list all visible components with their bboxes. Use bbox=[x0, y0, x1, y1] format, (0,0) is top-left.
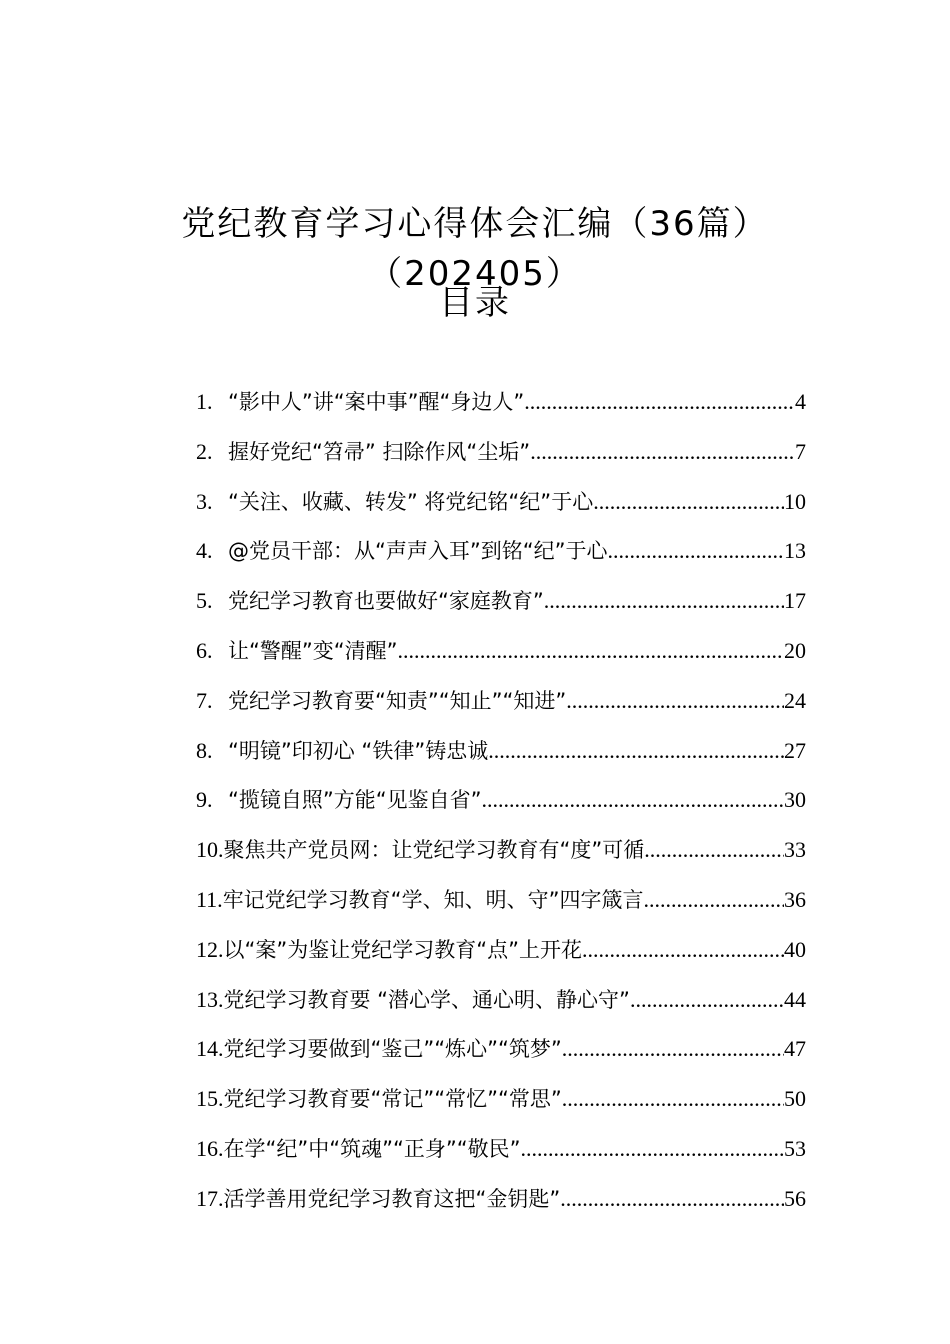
toc-entry-number: 3. bbox=[196, 488, 213, 514]
toc-entry-title[interactable]: 握好党纪“笤帚” 扫除作风“尘垢” bbox=[228, 439, 531, 464]
toc-entry[interactable] bbox=[196, 875, 806, 925]
toc-entry-page-number: 10 bbox=[784, 488, 806, 514]
toc-entry-page-number: 24 bbox=[784, 687, 806, 713]
toc-entry[interactable] bbox=[196, 377, 806, 427]
toc-entry-title[interactable]: 牢记党纪学习教育“学、知、明、守”四字箴言 bbox=[222, 887, 644, 912]
toc-entry-page-number: 20 bbox=[784, 637, 806, 663]
toc-entry[interactable] bbox=[196, 526, 806, 576]
toc-dot-leader bbox=[562, 1074, 784, 1124]
toc-entry-title[interactable]: @党员干部：从“声声入耳”到铭“纪”于心 bbox=[228, 539, 608, 564]
toc-entry-number: 4. bbox=[196, 538, 213, 564]
toc-entry-title[interactable]: 党纪学习教育要“知责”“知止”“知进” bbox=[228, 688, 567, 713]
toc-dot-leader bbox=[566, 676, 784, 726]
toc-entry-page-number: 17 bbox=[784, 588, 806, 614]
toc-entry-number: 5. bbox=[196, 588, 213, 614]
toc-dot-leader bbox=[398, 626, 784, 676]
toc-entry-title[interactable]: “揽镜自照”方能“见鉴自省” bbox=[228, 788, 482, 813]
toc-entry-page-number: 36 bbox=[784, 886, 806, 912]
toc-dot-leader bbox=[560, 1174, 784, 1224]
toc-entry[interactable] bbox=[196, 1124, 806, 1174]
toc-entry-title[interactable]: 党纪学习教育也要做好“家庭教育” bbox=[228, 589, 544, 614]
toc-entry[interactable] bbox=[196, 1174, 806, 1224]
toc-entry-page-number: 30 bbox=[784, 787, 806, 813]
toc-entry[interactable] bbox=[196, 676, 806, 726]
toc-entry-title[interactable]: 让“警醒”变“清醒” bbox=[228, 638, 398, 663]
toc-entry[interactable] bbox=[196, 626, 806, 676]
toc-entry-title[interactable]: 在学“纪”中“筑魂”“正身”“敬民” bbox=[223, 1136, 521, 1161]
toc-entry-page-number: 50 bbox=[784, 1086, 806, 1112]
toc-dot-leader bbox=[582, 925, 784, 975]
toc-entry-title[interactable]: 党纪学习要做到“鉴己”“炼心”“筑梦” bbox=[223, 1037, 562, 1062]
toc-dot-leader bbox=[643, 875, 784, 925]
toc-entry-number: 17. bbox=[196, 1185, 224, 1211]
toc-dot-leader bbox=[608, 526, 784, 576]
toc-entry-page-number: 27 bbox=[784, 737, 806, 763]
toc-entry[interactable] bbox=[196, 1024, 806, 1074]
toc-entry[interactable] bbox=[196, 975, 806, 1025]
toc-dot-leader bbox=[562, 1024, 784, 1074]
toc-entry-title[interactable]: 党纪学习教育要 “潜心学、通心明、静心守” bbox=[223, 987, 630, 1012]
toc-entry-number: 7. bbox=[196, 687, 213, 713]
toc-entry-page-number: 47 bbox=[784, 1036, 806, 1062]
toc-dot-leader bbox=[521, 1124, 784, 1174]
toc-dot-leader bbox=[524, 377, 795, 427]
toc-entry-number: 1. bbox=[196, 389, 213, 414]
toc-dot-leader bbox=[530, 427, 795, 477]
toc-dot-leader bbox=[482, 775, 784, 825]
toc-dot-leader bbox=[544, 576, 784, 626]
toc-entry-title[interactable]: “影中人”讲“案中事”醒“身边人” bbox=[228, 390, 525, 414]
toc-entry-number: 6. bbox=[196, 637, 213, 663]
toc-entry-number: 14. bbox=[196, 1036, 224, 1062]
toc-entry-page-number: 56 bbox=[784, 1185, 806, 1211]
toc-entry[interactable] bbox=[196, 576, 806, 626]
toc-entry-number: 8. bbox=[196, 737, 213, 763]
table-of-contents bbox=[196, 377, 806, 1224]
toc-entry[interactable] bbox=[196, 925, 806, 975]
toc-dot-leader bbox=[630, 975, 784, 1025]
toc-entry-title[interactable]: “明镜”印初心 “铁律”铸忠诚 bbox=[228, 738, 489, 763]
toc-entry-title[interactable]: “关注、收藏、转发” 将党纪铭“纪”于心 bbox=[228, 489, 594, 514]
toc-dot-leader bbox=[488, 726, 784, 776]
toc-entry[interactable] bbox=[196, 1074, 806, 1124]
toc-dot-leader bbox=[644, 825, 784, 875]
toc-entry[interactable] bbox=[196, 775, 806, 825]
toc-entry-number: 11. bbox=[196, 886, 223, 912]
toc-dot-leader bbox=[593, 477, 784, 527]
toc-entry[interactable] bbox=[196, 825, 806, 875]
toc-heading: 目录 bbox=[439, 283, 511, 323]
toc-entry[interactable] bbox=[196, 477, 806, 527]
toc-entry-number: 12. bbox=[196, 936, 224, 962]
document-title: 党纪教育学习心得体会汇编（36篇）（202405） bbox=[181, 203, 769, 294]
toc-entry-title[interactable]: 以“案”为鉴让党纪学习教育“点”上开花 bbox=[223, 937, 583, 962]
toc-entry-number: 15. bbox=[196, 1086, 224, 1112]
toc-entry-number: 9. bbox=[196, 787, 213, 813]
toc-entry[interactable] bbox=[196, 427, 806, 477]
toc-entry-page-number: 33 bbox=[784, 837, 806, 863]
toc-entry-page-number: 53 bbox=[784, 1135, 806, 1161]
toc-entry-page-number: 40 bbox=[784, 936, 806, 962]
toc-entry-page-number: 44 bbox=[784, 986, 806, 1012]
toc-entry-title[interactable]: 活学善用党纪学习教育这把“金钥匙” bbox=[223, 1186, 561, 1211]
toc-entry-title[interactable]: 聚焦共产党员网：让党纪学习教育有“度”可循 bbox=[223, 838, 645, 863]
toc-entry-number: 10. bbox=[196, 837, 224, 863]
toc-entry-number: 13. bbox=[196, 986, 224, 1012]
toc-entry-title[interactable]: 党纪学习教育要“常记”“常忆”“常思” bbox=[223, 1087, 562, 1112]
toc-entry-number: 2. bbox=[196, 438, 213, 464]
toc-entry-page-number: 7 bbox=[795, 438, 806, 464]
toc-entry-page-number: 4 bbox=[795, 389, 806, 414]
toc-entry-page-number: 13 bbox=[784, 538, 806, 564]
toc-entry-number: 16. bbox=[196, 1135, 224, 1161]
toc-entry[interactable] bbox=[196, 726, 806, 776]
